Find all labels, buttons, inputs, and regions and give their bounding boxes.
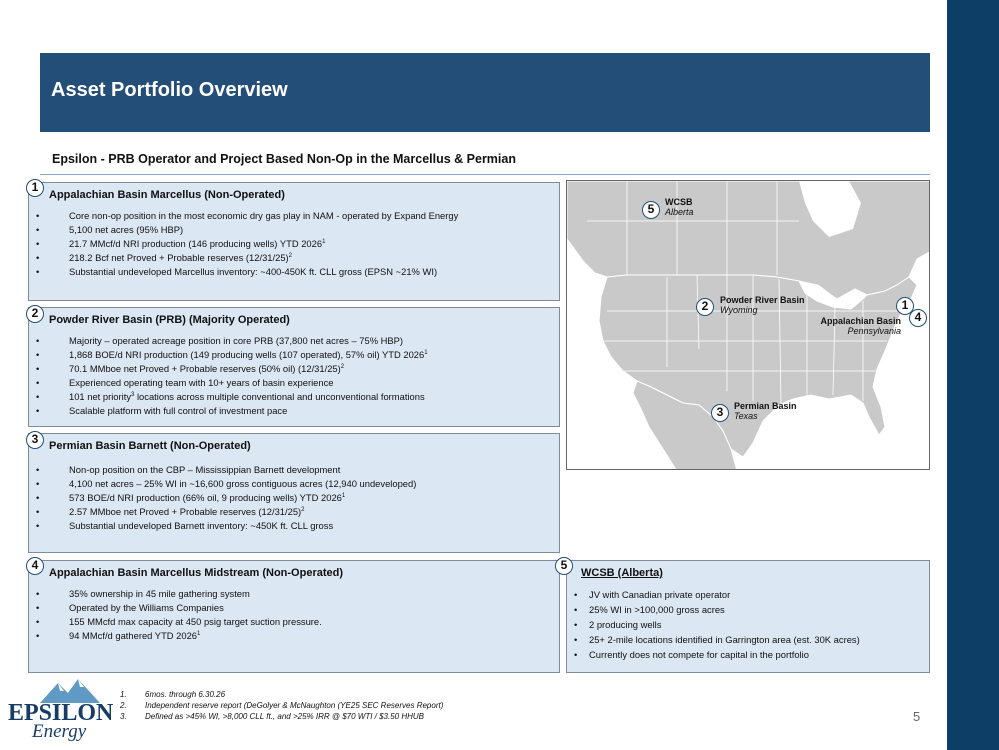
box-title: Appalachian Basin Marcellus (Non-Operated): [49, 189, 285, 201]
list-item: • 35% ownership in 45 mile gathering system: [36, 588, 250, 599]
number-badge: 2: [26, 305, 44, 323]
box-title: WCSB (Alberta): [581, 567, 663, 579]
logo-wordmark: EPSILON: [8, 700, 114, 726]
epsilon-logo: [8, 673, 118, 743]
list-item: • 21.7 MMcf/d NRI production (146 producing wells) YTD 2026$^1$: [36, 238, 326, 249]
number-badge: 1: [26, 179, 44, 197]
box-wcsb-alberta: [566, 560, 930, 673]
page-number: 5: [913, 709, 921, 724]
slide-title: Asset Portfolio Overview: [51, 79, 288, 101]
list-item: • Currently does not compete for capital in the portfolio: [574, 649, 809, 660]
list-item: • 4,100 net acres – 25% WI in ~16,600 gross contiguous acres (12,940 undeveloped): [36, 478, 417, 489]
map-label-appalachian: Appalachian Basin Pennsylvania: [820, 316, 901, 336]
logo-subtitle: Energy: [32, 721, 87, 742]
right-accent-bar: [947, 0, 999, 750]
map-label-prb: Powder River Basin Wyoming: [720, 295, 805, 315]
list-item: • 5,100 net acres (95% HBP): [36, 224, 184, 235]
map-badge-prb: 2: [696, 298, 714, 316]
slide-subtitle: Epsilon - PRB Operator and Project Based Non-Op in the Marcellus & Permian: [52, 152, 516, 166]
map-label-permian: Permian Basin Texas: [734, 401, 797, 421]
footnote: 3. Defined as >45% WI, >8,000 CLL ft., and >25% IRR @ $70 WTI / $3.50 HHUB: [120, 712, 425, 721]
subtitle-divider: [40, 174, 930, 175]
list-item: • Scalable platform with full control of investment pace: [36, 405, 288, 416]
number-badge: 5: [555, 557, 573, 575]
map-badge-wcsb: 5: [642, 201, 660, 219]
list-item: • Majority – operated acreage position in core PRB (37,800 net acres – 75% HBP): [36, 335, 404, 346]
footnote: 1. 6mos. through 6.30.26: [120, 690, 226, 699]
list-item: • 25+ 2-mile locations identified in Garrington area (est. 30K acres): [574, 634, 860, 645]
list-item: • Experienced operating team with 10+ years of basin experience: [36, 377, 334, 388]
list-item: • Core non-op position in the most economic dry gas play in NAM - operated by Expand Energy: [36, 210, 459, 221]
list-item: • Non-op position on the CBP – Mississippian Barnett development: [36, 464, 341, 475]
list-item: • 218.2 Bcf net Proved + Probable reserves $(12/31/25)^2$: [36, 252, 293, 263]
list-item: • 573 BOE/d NRI production (66% oil, 9 producing wells) YTD 2026$^1$: [36, 492, 346, 503]
box-title: Appalachian Basin Marcellus Midstream (Non-Operated): [49, 567, 344, 579]
footnotes: [120, 689, 443, 722]
map-badge-appalachian-4: 4: [909, 309, 927, 327]
list-item: • 1,868 BOE/d NRI production (149 producing wells (107 operated), 57% oil) YTD 2026$^1$: [36, 349, 428, 360]
map-badge-appalachian-1: 1: [896, 297, 914, 315]
list-item: • 25% WI in >100,000 gross acres: [574, 604, 725, 615]
list-item: • 94 MMcf/d gathered YTD 2026$^1$: [36, 630, 201, 641]
box-appalachian-marcellus: [28, 182, 560, 301]
map-label-wcsb: WCSB Alberta: [665, 197, 694, 217]
box-title: Powder River Basin (PRB) (Majority Operated): [49, 314, 290, 326]
list-item: • JV with Canadian private operator: [574, 589, 731, 600]
bullet-list: [35, 334, 555, 418]
list-item: • 2.57 MMboe net Proved + Probable reserves $(12/31/25)^2$: [36, 506, 305, 517]
number-badge: 4: [26, 557, 44, 575]
number-badge: 3: [26, 431, 44, 449]
footnote: 2. Independent reserve report (DeGolyer & McNaughton (YE25 SEC Reserves Report): [120, 701, 444, 710]
box-title: Permian Basin Barnett (Non-Operated): [49, 440, 251, 452]
list-item: • 155 MMcfd max capacity at 450 psig target suction pressure.: [36, 616, 322, 627]
title-bar: [40, 53, 930, 132]
bullet-list: [35, 209, 555, 279]
list-item: • Operated by the Williams Companies: [36, 602, 224, 613]
list-item: • 2 producing wells: [574, 619, 662, 630]
list-item: • 101 net priority$^3$ locations across multiple conventional and unconventional formations: [36, 391, 425, 402]
box-powder-river-basin: [28, 307, 560, 427]
north-america-map: [566, 180, 930, 470]
bullet-list: [35, 463, 555, 533]
map-badge-permian: 3: [711, 404, 729, 422]
bullet-list: [573, 587, 925, 662]
bullet-list: [35, 587, 555, 643]
list-item: • 70.1 MMboe net Proved + Probable reserves (50% oil) $(12/31/25)^2$: [36, 363, 345, 374]
box-permian-barnett: [28, 433, 560, 553]
box-marcellus-midstream: [28, 560, 560, 673]
list-item: • Substantial undeveloped Barnett inventory: ~450K ft. CLL gross: [36, 520, 334, 531]
list-item: • Substantial undeveloped Marcellus inventory: ~400-450K ft. CLL gross (EPSN ~21% WI): [36, 266, 438, 277]
